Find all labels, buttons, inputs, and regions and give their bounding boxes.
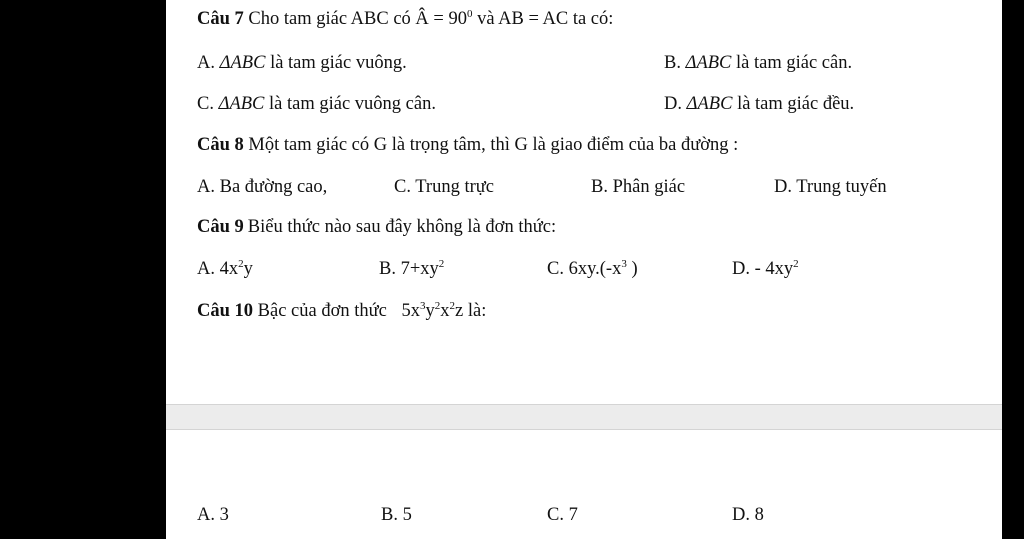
question-7-text-after: và AB = AC ta có: (472, 9, 614, 29)
q8-option-b: B. Phân giác (591, 177, 686, 197)
question-10 (197, 300, 486, 322)
q7-option-a-text: là tam giác vuông. (270, 53, 407, 73)
q7-option-a-letter: A. (197, 53, 215, 73)
expr-term-1-base: 5x (401, 301, 421, 321)
question-9-number: Câu 9 (197, 217, 244, 237)
q9-option-d-pre: D. - 4xy (732, 259, 794, 279)
expr-tail: z là: (455, 301, 487, 321)
question-7-angle: Â = 90 (415, 9, 467, 29)
q9-option-c-pre: C. 6xy.(-x (547, 259, 622, 279)
q8-option-a: A. Ba đường cao, (197, 177, 328, 197)
q7-option-b-letter: B. (664, 53, 681, 73)
q10-option-a: A. 3 (197, 505, 229, 525)
q10-option-c: C. 7 (547, 505, 578, 525)
q9-option-c-post: ) (626, 259, 638, 279)
q9-option-c (547, 258, 638, 280)
question-8 (197, 134, 738, 156)
expr-term-1-exponent: 3 (420, 299, 426, 312)
q7-option-b-text: là tam giác cân. (736, 53, 853, 73)
q9-option-d-exponent: 2 (793, 257, 799, 270)
question-10-expression (402, 301, 487, 321)
question-9-text: Biểu thức nào sau đây không là đơn thức: (247, 217, 557, 237)
q9-option-a-pre: A. 4x (197, 259, 239, 279)
q7-option-d (664, 93, 854, 115)
q7-option-d-triangle: ΔABC (686, 94, 733, 114)
question-7-text-before: Cho tam giác ABC có (248, 9, 416, 29)
question-8-text: Một tam giác có G là trọng tâm, thì G là giao điểm của ba đường : (248, 135, 739, 155)
expr-term-2-base: y (425, 301, 435, 321)
q9-option-b-pre: B. 7+xy (379, 259, 439, 279)
q7-option-c-letter: C. (197, 94, 214, 114)
question-7-angle-degree: 0 (466, 7, 473, 20)
expr-term-3-base: x (440, 301, 450, 321)
q7-option-b-triangle: ΔABC (685, 53, 732, 73)
q9-option-a-post: y (243, 259, 253, 279)
q7-option-d-letter: D. (664, 94, 682, 114)
q9-option-d (732, 258, 799, 280)
question-10-text: Bậc của đơn thức (257, 301, 387, 321)
q9-option-c-exponent: 3 (621, 257, 627, 270)
question-7 (197, 8, 613, 30)
q10-option-b: B. 5 (381, 505, 412, 525)
q7-option-d-text: là tam giác đều. (737, 94, 855, 114)
q7-option-c-triangle: ΔABC (218, 94, 265, 114)
q10-option-d: D. 8 (732, 505, 764, 525)
expr-term-3-exponent: 2 (449, 299, 456, 312)
q8-option-c: C. Trung trực (394, 177, 494, 197)
q9-option-b (379, 258, 444, 280)
q8-option-d: D. Trung tuyến (774, 177, 887, 197)
question-8-number: Câu 8 (197, 135, 244, 155)
question-9 (197, 216, 556, 238)
document-page (166, 0, 1002, 539)
expr-term-2-exponent: 2 (434, 299, 441, 312)
q7-option-a-triangle: ΔABC (219, 53, 266, 73)
q7-option-c-text: là tam giác vuông cân. (269, 94, 436, 114)
page-break (166, 404, 1002, 430)
q7-option-b (664, 52, 852, 74)
q7-option-c (197, 93, 436, 115)
q7-option-a (197, 52, 407, 74)
q9-option-a-exponent: 2 (238, 257, 244, 270)
question-10-number: Câu 10 (197, 301, 254, 321)
question-7-number: Câu 7 (197, 9, 244, 29)
q9-option-b-exponent: 2 (438, 257, 445, 270)
q9-option-a (197, 258, 253, 280)
